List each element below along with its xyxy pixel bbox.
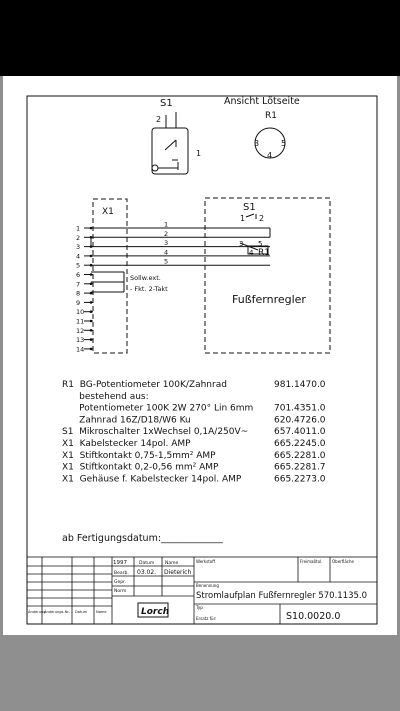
x1-pin-number: 13 [76, 336, 85, 345]
part-code: 701.4351.0 [274, 403, 326, 414]
pin-6-8-bracket [91, 272, 124, 292]
tb-typ-header: Typ [196, 605, 203, 610]
regler-box [205, 198, 330, 353]
x1-pin-number: 9 [76, 298, 81, 307]
switch-label: S1 [160, 98, 173, 109]
part-description: X1 Gehäuse f. Kabelstecker 14pol. AMP [62, 474, 242, 485]
part-description: X1 Kabelstecker 14pol. AMP [62, 439, 191, 449]
x1-pin-dot [90, 310, 93, 313]
parts-list [62, 380, 326, 484]
tb-benennung: Stromlaufplan Fußfernregler 570.1135.0 [196, 591, 368, 601]
tb-aend-name-header: Name [96, 610, 107, 614]
x1-label: X1 [102, 207, 114, 217]
part-code: 665.2245.0 [274, 439, 326, 449]
tb-bearb-header: Bearb. [114, 571, 129, 576]
part-description: R1 BG-Potentiometer 100K/Zahnrad [62, 380, 227, 390]
connector-view-title: Ansicht Lötseite [224, 96, 300, 107]
tb-oberflaeche-header: Oberfläche [332, 559, 354, 564]
x1-pin-number: 4 [76, 252, 81, 261]
x1-pin-dot [90, 348, 93, 351]
regler-pin-2: 2 [259, 214, 265, 223]
part-code: 665.2281.7 [274, 462, 326, 473]
x1-pin-dot [90, 283, 93, 286]
part-code: 665.2273.0 [274, 474, 326, 485]
part-code: 620.4726.0 [274, 415, 326, 426]
x1-pin-list [76, 225, 93, 354]
x1-pin-number: 6 [76, 271, 81, 279]
switch-pin-2: 2 [156, 115, 162, 124]
wire-number: 1 [164, 220, 169, 229]
tb-gepr-header: Gepr. [114, 580, 126, 585]
x1-block [93, 199, 127, 353]
x1-pin-number: 7 [76, 280, 81, 289]
part-code: 657.4011.0 [274, 427, 326, 438]
connector-pin-4: 4 [267, 151, 273, 160]
lorch-logo-text: Lorch [141, 607, 170, 617]
connector-pin-5: 5 [281, 139, 287, 148]
part-description: Zahnrad 16Z/D18/W6 Ku [62, 415, 191, 426]
lorch-logo [138, 603, 169, 617]
part-description: bestehend aus: [62, 391, 149, 402]
tb-benennung-header: Benennung [196, 583, 219, 588]
regler-r1-label: R1 [258, 248, 270, 258]
regler-pin-3: 3 [239, 240, 244, 248]
x1-pin-dot [90, 329, 93, 332]
x1-pin-number: 12 [76, 326, 85, 335]
x1-pin-number: 10 [76, 308, 85, 317]
regler-pin-4: 4 [249, 249, 254, 257]
connector-pin-3: 3 [254, 139, 260, 148]
part-code: 665.2281.0 [274, 450, 326, 461]
tb-freimass-header: Freimaßtol. [300, 559, 323, 564]
x1-pin-number: 8 [76, 289, 81, 298]
part-description: X1 Stiftkontakt 0,2-0,56 mm² AMP [62, 462, 219, 473]
part-description: Potentiometer 100K 2W 270° Lin 6mm [62, 403, 254, 414]
wire-number: 5 [164, 257, 169, 266]
x1-pin-number: 5 [76, 261, 81, 270]
regler-pin-1: 1 [240, 214, 246, 223]
x1-pin-number: 14 [76, 345, 85, 354]
tb-aend-datum-header: Datum [75, 610, 88, 614]
tb-name-header: Name [165, 561, 179, 566]
regler-title: Fußfernregler [232, 293, 306, 306]
tb-year: 1997 [113, 560, 127, 566]
regler-s1-label: S1 [243, 202, 256, 213]
sollw-text: Sollw.ext. [130, 274, 161, 282]
switch-pin-1: 1 [196, 149, 202, 158]
x1-pin-dot [90, 320, 93, 323]
x1-pin-dot [90, 301, 93, 304]
drawing-frame [27, 96, 377, 624]
part-code: 981.1470.0 [274, 380, 326, 390]
tb-aenderung-header: Änderung [28, 610, 46, 614]
wire-number: 4 [164, 248, 169, 257]
tb-bearb-name: Dieterich [164, 569, 192, 576]
fertigung-text: ab Fertigungsdatum:_____________ [62, 533, 223, 544]
x1-pin-number: 3 [76, 243, 81, 252]
wire-number: 2 [164, 229, 169, 238]
tb-datum-header: Datum [139, 561, 155, 566]
x1-pin-number: 11 [76, 317, 85, 326]
x1-pin-number: 1 [76, 224, 81, 233]
tb-aenderungs-nr-header: Änderungs-Nr. [44, 610, 70, 614]
tb-drawing-number: S10.0020.0 [286, 611, 341, 622]
part-description: S1 Mikroschalter 1xWechsel 0,1A/250V~ [62, 427, 249, 438]
part-description: X1 Stiftkontakt 0,75-1,5mm² AMP [62, 450, 216, 461]
tb-norm-header: Norm [114, 589, 127, 594]
connector-view-label: R1 [265, 111, 277, 121]
fkt-text: - Fkt. 2-Takt [130, 285, 168, 293]
x1-pin-dot [90, 273, 93, 276]
wire-number: 3 [164, 239, 169, 248]
tb-ersatz-header: Ersatz für: [196, 616, 217, 621]
tb-werkstoff-header: Werkstoff [196, 559, 215, 564]
x1-pin-number: 2 [76, 233, 81, 242]
regler-pin-5: 5 [258, 240, 263, 248]
x1-pin-dot [90, 338, 93, 341]
tb-bearb-date: 03.02. [137, 569, 157, 576]
